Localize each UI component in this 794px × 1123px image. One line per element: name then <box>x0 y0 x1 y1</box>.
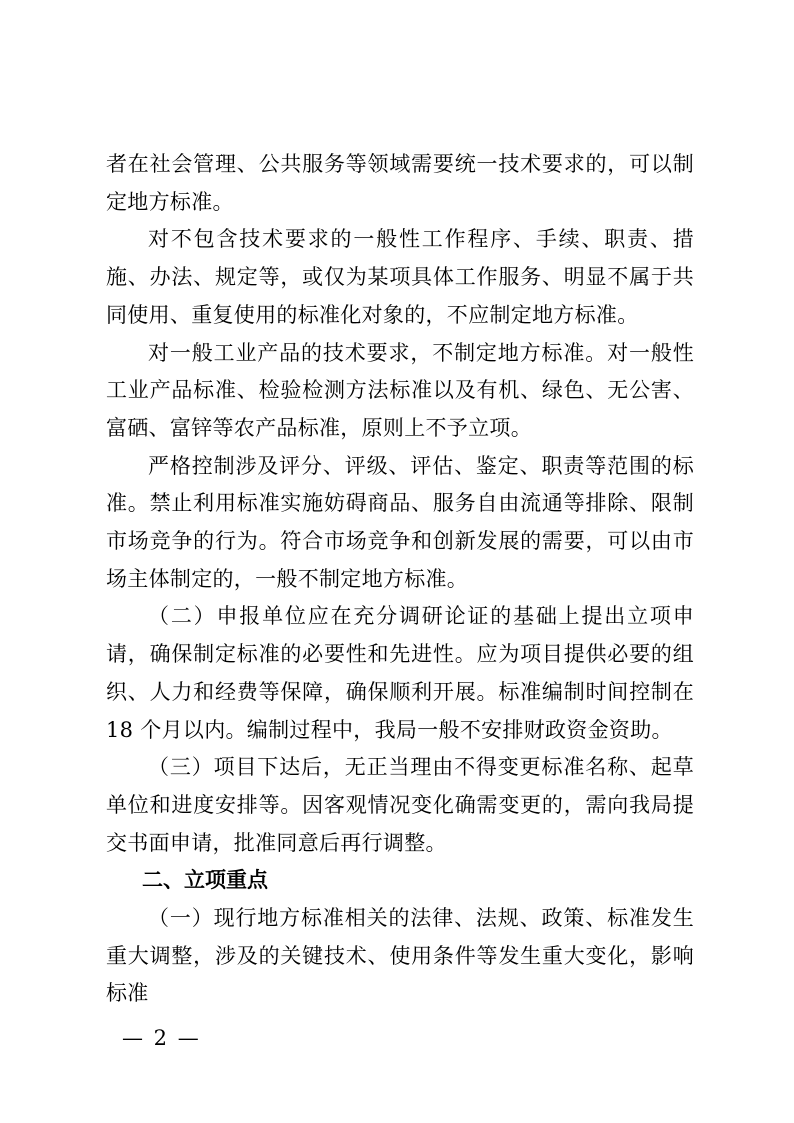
paragraph-1: 者在社会管理、公共服务等领域需要统一技术要求的，可以制定地方标准。 <box>106 152 694 214</box>
paragraph-7: （一）现行地方标准相关的法律、法规、政策、标准发生重大调整，涉及的关键技术、使用条件等发生重大变化，影响标准 <box>106 906 694 1006</box>
paragraph-2: 对不包含技术要求的一般性工作程序、手续、职责、措施、办法、规定等，或仅为某项具体工作服务、明显不属于共同使用、重复使用的标准化对象的，不应制定地方标准。 <box>106 227 694 327</box>
page-number: — 2 — <box>122 1026 201 1050</box>
paragraph-6: （三）项目下达后，无正当理由不得变更标准名称、起草单位和进度安排等。因客观情况变化确需变更的，需向我局提交书面申请，批准同意后再行调整。 <box>106 755 694 855</box>
paragraph-3: 对一般工业产品的技术要求，不制定地方标准。对一般性工业产品标准、检验检测方法标准以及有机、绿色、无公害、富硒、富锌等农产品标准，原则上不予立项。 <box>106 340 694 440</box>
paragraph-5: （二）申报单位应在充分调研论证的基础上提出立项申请，确保制定标准的必要性和先进性。应为项目提供必要的组织、人力和经费等保障，确保顺利开展。标准编制时间控制在 18 个月以内。编制过程中，我局一般不安排财政资金资助。 <box>106 604 694 742</box>
paragraph-4: 严格控制涉及评分、评级、评估、鉴定、职责等范围的标准。禁止利用标准实施妨碍商品、服务自由流通等排除、限制市场竞争的行为。符合市场竞争和创新发展的需要，可以由市场主体制定的，一般不制定地方标准。 <box>106 453 694 591</box>
section-heading: 二、立项重点 <box>142 868 268 893</box>
document-body <box>106 146 694 1013</box>
